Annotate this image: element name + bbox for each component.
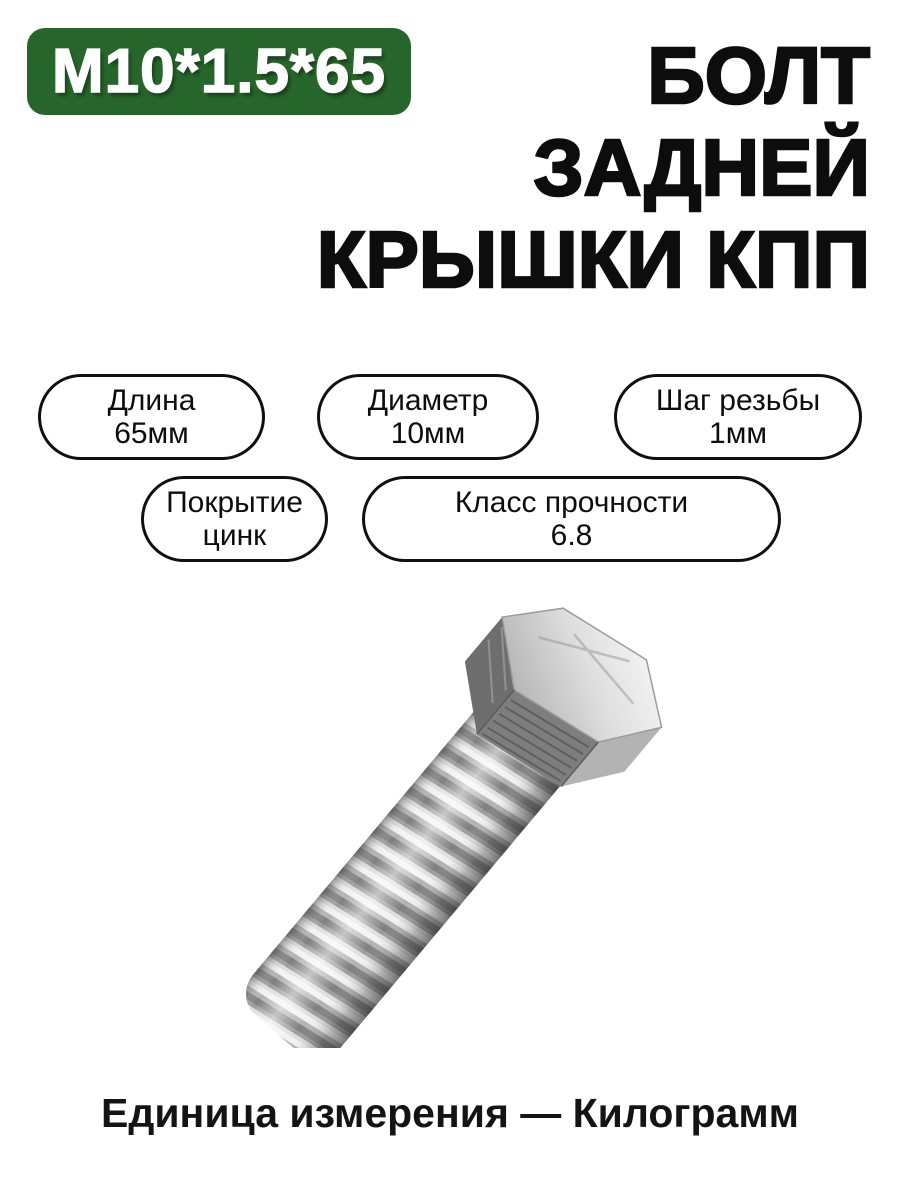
spec-pill-thread-pitch [614, 374, 862, 460]
spec-label: Класс прочности [454, 486, 689, 519]
spec-value: 6.8 [550, 519, 593, 552]
unit-of-measure-note: Единица измерения — Килограмм [100, 1090, 800, 1136]
spec-label: Диаметр [367, 384, 489, 417]
size-badge-label: М10*1.5*65 [52, 37, 387, 106]
product-photo-hex-bolt [230, 588, 685, 1048]
spec-pill-length [38, 374, 265, 460]
hex-bolt-image [230, 588, 685, 1048]
spec-pill-coating [141, 476, 328, 562]
title-line-1: БОЛТ [647, 31, 870, 120]
spec-pill-strength-class [362, 476, 781, 562]
title-line-3: КРЫШКИ КПП [316, 215, 870, 304]
spec-value: 1мм [709, 417, 767, 450]
spec-label: Длина [107, 384, 196, 417]
product-title [317, 30, 870, 306]
spec-value: цинк [202, 519, 267, 552]
title-line-2: ЗАДНЕЙ [533, 123, 870, 212]
spec-label: Шаг резьбы [655, 384, 821, 417]
spec-value: 65мм [114, 417, 189, 450]
spec-pill-diameter [317, 374, 539, 460]
spec-value: 10мм [390, 417, 466, 450]
spec-label: Покрытие [166, 486, 303, 519]
